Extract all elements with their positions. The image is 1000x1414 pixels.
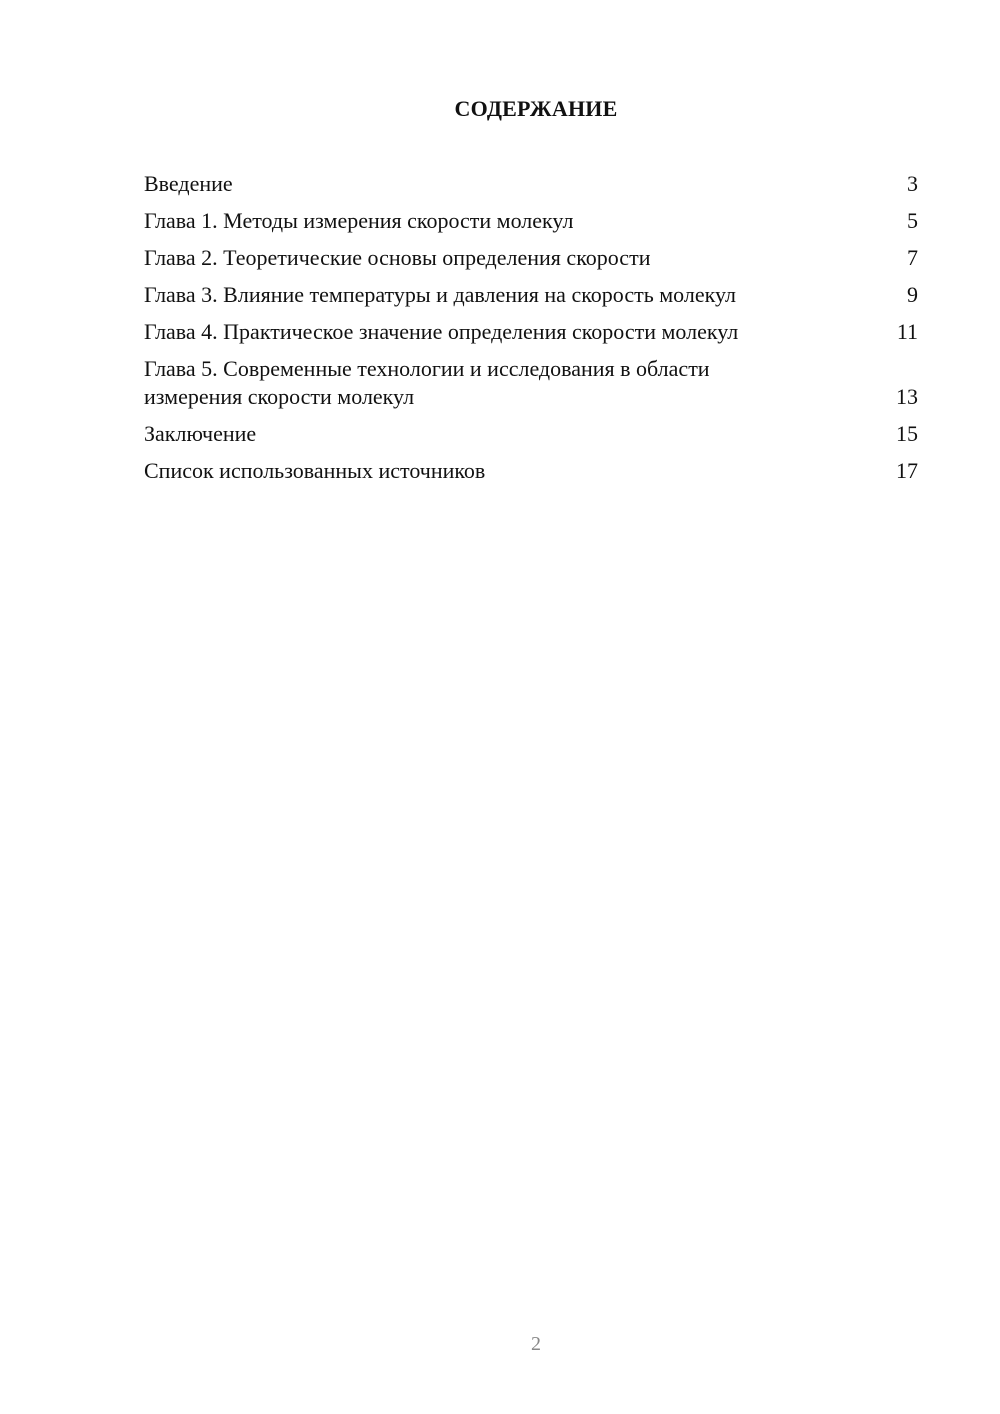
page-number: 2 xyxy=(531,1333,541,1355)
toc-entry-page: 11 xyxy=(896,319,918,344)
toc-entry-text: Глава 3. Влияние температуры и давления на скорость молекул xyxy=(144,282,737,307)
toc-entry-conclusion xyxy=(144,420,918,448)
toc-entry-chapter-4 xyxy=(144,318,918,346)
toc-entry-chapter-2 xyxy=(144,244,918,272)
toc-entry-chapter-3 xyxy=(144,281,918,309)
table-of-contents xyxy=(144,170,918,494)
toc-entry-page: 17 xyxy=(896,458,918,483)
toc-entry-text: Глава 4. Практическое значение определения скорости молекул xyxy=(144,319,739,344)
toc-entry-page: 3 xyxy=(907,171,918,196)
toc-entry-introduction xyxy=(144,170,918,198)
toc-entry-text: Глава 1. Методы измерения скорости молекул xyxy=(144,208,574,233)
toc-entry-text: Список использованных источников xyxy=(144,458,486,483)
toc-entry-page: 7 xyxy=(907,245,918,270)
toc-entry-page: 15 xyxy=(896,421,918,446)
toc-title: СОДЕРЖАНИЕ xyxy=(454,96,618,121)
toc-entry-page: 9 xyxy=(907,282,918,307)
toc-entry-text: Заключение xyxy=(144,421,257,446)
toc-entry-text: Введение xyxy=(144,171,233,196)
toc-entry-page: 13 xyxy=(896,384,918,409)
toc-entry-chapter-1 xyxy=(144,207,918,235)
toc-entry-text: Глава 2. Теоретические основы определения скорости xyxy=(144,245,651,270)
toc-entry-chapter-5 xyxy=(144,355,918,411)
toc-entry-references xyxy=(144,457,918,485)
toc-entry-text: Глава 5. Современные технологии и исследования в области измерения скорости молекул xyxy=(144,356,710,409)
toc-entry-page: 5 xyxy=(907,208,918,233)
